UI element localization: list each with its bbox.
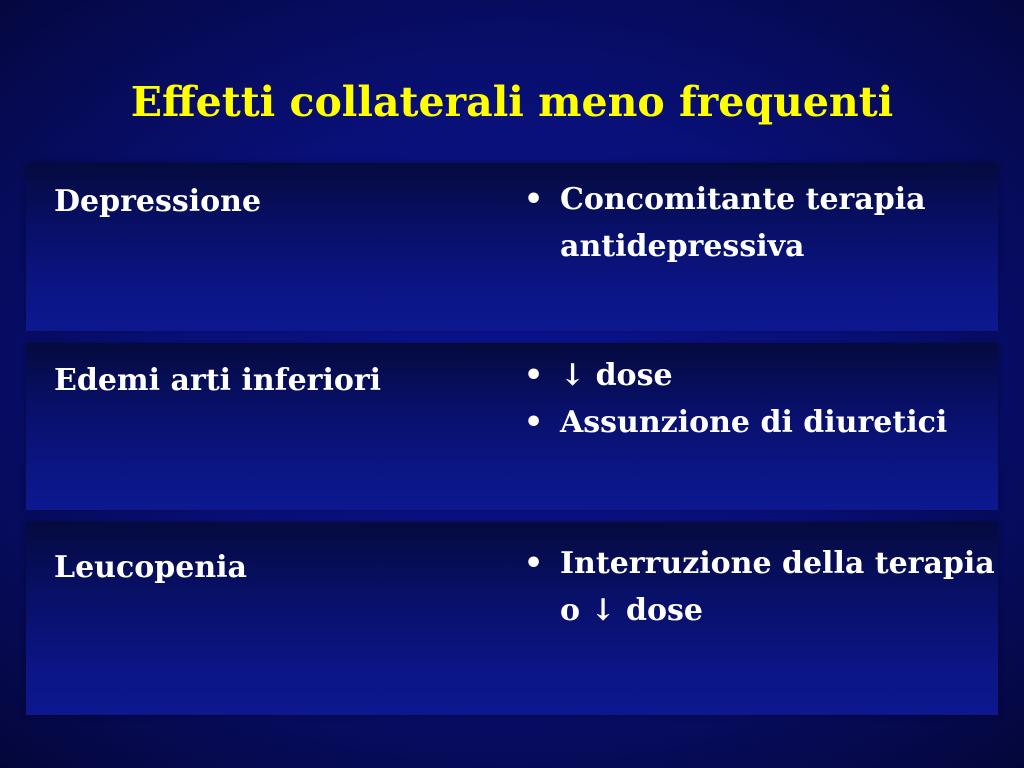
side-effect-label: Edemi arti inferiori bbox=[54, 363, 382, 398]
bullet-list bbox=[524, 540, 998, 634]
list-item-text: Assunzione di diuretici bbox=[560, 405, 948, 440]
bullet-icon: • bbox=[524, 546, 544, 581]
management-notes bbox=[516, 163, 998, 331]
list-item bbox=[524, 352, 998, 399]
slide-title: Effetti collaterali meno frequenti bbox=[130, 78, 894, 126]
management-notes bbox=[516, 522, 998, 715]
list-item-text: Concomitante terapia antidepressiva bbox=[560, 182, 926, 264]
table-row bbox=[26, 522, 998, 715]
management-notes bbox=[516, 343, 998, 510]
list-item bbox=[524, 540, 998, 634]
bullet-icon: • bbox=[524, 405, 544, 440]
table-row bbox=[26, 343, 998, 510]
bullet-icon: • bbox=[524, 182, 544, 217]
list-item bbox=[524, 176, 998, 270]
bullet-list bbox=[524, 352, 998, 446]
list-item-text: Interruzione della terapia o ↓ dose bbox=[560, 546, 995, 628]
bullet-list bbox=[524, 176, 998, 270]
side-effect-label: Depressione bbox=[54, 184, 262, 219]
table-row bbox=[26, 163, 998, 331]
list-item-text: ↓ dose bbox=[560, 358, 673, 393]
side-effect-label: Leucopenia bbox=[54, 550, 247, 585]
list-item bbox=[524, 399, 998, 446]
bullet-icon: • bbox=[524, 358, 544, 393]
